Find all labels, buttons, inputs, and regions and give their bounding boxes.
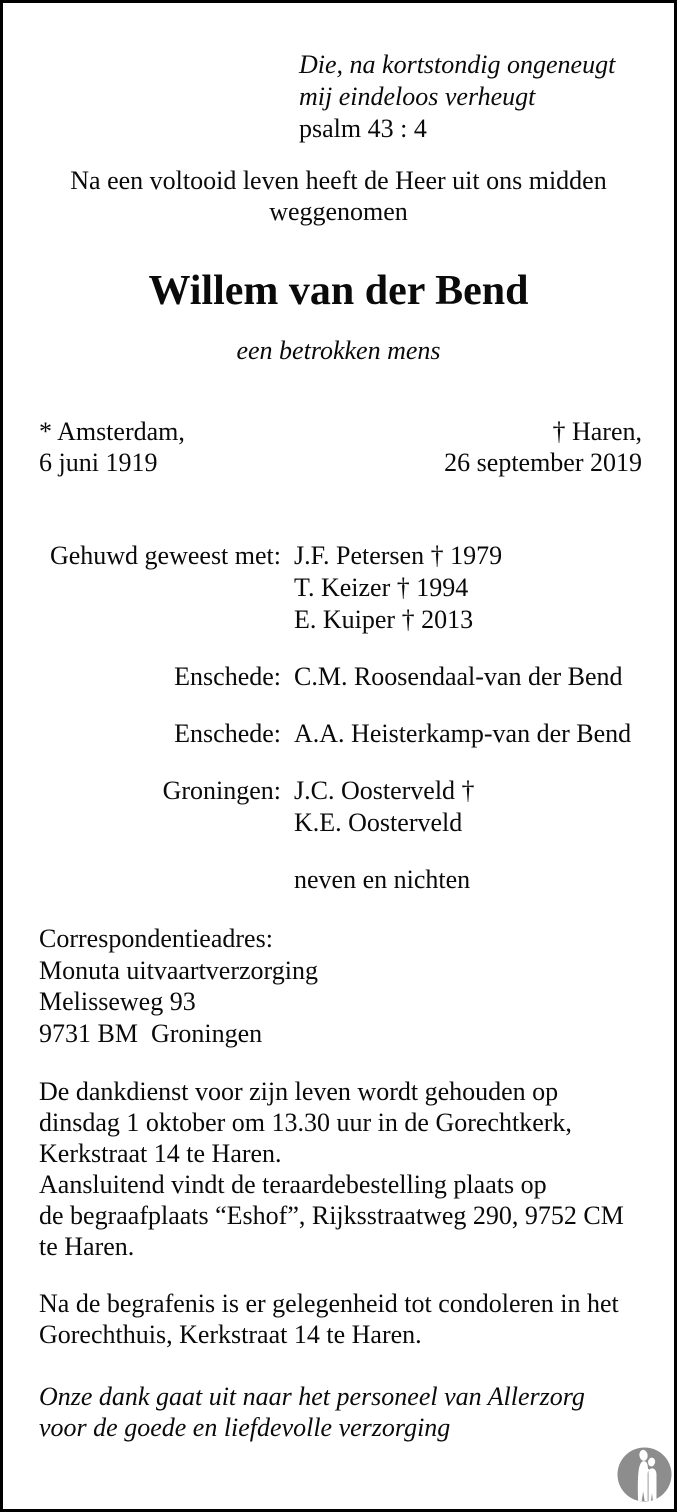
family-label: Groningen: [162,776,281,805]
service-line-1: De dankdienst voor zijn leven wordt gehouden op [39,1077,559,1106]
condolence-line-1: Na de begrafenis is er gelegenheid tot condoleren in het [39,1289,619,1318]
gratitude-line-1: Onze dank gaat uit naar het personeel van Allerzorg [39,1382,585,1411]
family-member: J.C. Oosterveld † [294,776,475,805]
family-member: neven en nichten [294,865,471,894]
deceased-name: Willem van der Bend [148,268,529,314]
family-label [39,572,281,604]
announcement-line-2: weggenomen [269,197,408,226]
family-row [39,572,674,604]
service-line-4: Aansluitend vindt de teraardebestelling plaats op [39,1170,547,1199]
family-member: C.M. Roosendaal-van der Bend [294,662,623,691]
family-list [3,540,674,896]
family-row [39,604,674,636]
quote-attribution: psalm 43 : 4 [299,114,427,143]
death-date: 26 september 2019 [444,448,642,477]
family-member: K.E. Oosterveld [294,808,463,837]
family-group-relatives [39,864,674,896]
correspondence-address [3,923,674,1049]
family-group-spouses [39,540,674,636]
gratitude-line-2: voor de goede en liefdevolle verzorging [39,1413,451,1442]
family-label [39,604,281,636]
family-row [39,718,674,750]
family-label [39,807,281,839]
family-row [39,540,674,572]
service-line-5: de begraafplaats “Eshof”, Rijksstraatweg 290, 9752 CM [39,1201,624,1230]
family-group-enschede-1 [39,661,674,693]
correspondence-org: Monuta uitvaartverzorging [39,955,318,985]
announcement-text [3,165,674,227]
family-row [39,807,674,839]
death-place: † Haren, [552,417,642,446]
correspondence-street: Melisseweg 93 [39,987,196,1016]
family-group-groningen [39,775,674,839]
service-line-2: dinsdag 1 oktober om 13.30 uur in de Gorechtkerk, [39,1108,572,1137]
family-row [39,661,674,693]
condolence-line-2: Gorechthuis, Kerkstraat 14 te Haren. [39,1320,422,1349]
birth-place: * Amsterdam, [39,417,185,446]
family-member: J.F. Petersen † 1979 [294,541,503,570]
service-line-6: te Haren. [39,1232,135,1261]
family-member: T. Keizer † 1994 [294,573,469,602]
family-group-enschede-2 [39,718,674,750]
monuta-logo-icon [617,1447,672,1502]
psalm-quote [299,49,674,145]
birth-death-dates [3,416,674,478]
gratitude-note [3,1381,674,1443]
family-label: Enschede: [174,719,281,748]
quote-line-1: Die, na kortstondig ongeneugt [299,50,616,79]
family-row [39,864,674,896]
birth-date: 6 juni 1919 [39,448,158,477]
family-label: Enschede: [174,662,281,691]
birth-info [39,416,185,478]
service-details [3,1076,674,1262]
quote-line-2: mij eindeloos verheugt [299,82,536,111]
correspondence-city: 9731 BM Groningen [39,1018,263,1048]
deceased-epitaph: een betrokken mens [236,336,441,365]
family-member: E. Kuiper † 2013 [294,605,474,634]
correspondence-heading: Correspondentieadres: [39,924,273,953]
family-member: A.A. Heisterkamp-van der Bend [294,719,632,748]
condolence-details [3,1288,674,1350]
family-label [39,864,281,896]
announcement-line-1: Na een voltooid leven heeft de Heer uit ons midden [70,166,607,195]
service-line-3: Kerkstraat 14 te Haren. [39,1139,282,1168]
family-label: Gehuwd geweest met: [49,541,281,570]
family-row [39,775,674,807]
death-info [444,416,642,478]
